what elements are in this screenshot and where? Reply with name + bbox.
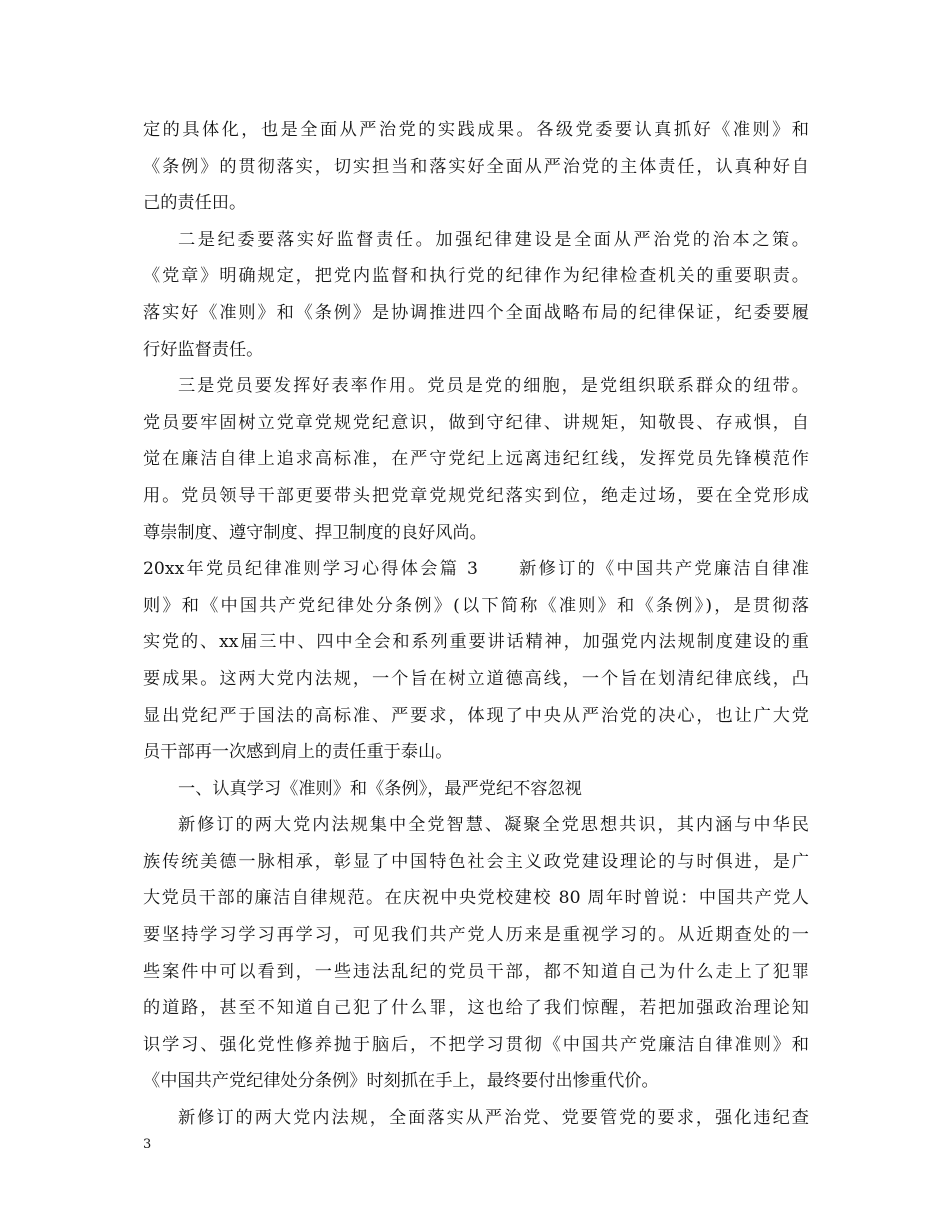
text-line: 识学习、强化党性修养抛于脑后，不把学习贯彻《中国共产党廉洁自律准则》和	[143, 1034, 809, 1055]
text-line: 20xx年党员纪律准则学习心得体会篇 3 新修订的《中国共产党廉洁自律准	[143, 559, 809, 580]
text-line: 员干部再一次感到肩上的责任重于泰山。	[143, 742, 453, 763]
text-line: 尊崇制度、遵守制度、捍卫制度的良好风尚。	[143, 522, 487, 543]
text-line: 《党章》明确规定，把党内监督和执行党的纪律作为纪律检查机关的重要职责。	[143, 266, 809, 287]
text-line: 落实好《准则》和《条例》是协调推进四个全面战略布局的纪律保证，纪委要履	[143, 302, 809, 323]
text-line: 实党的、xx届三中、四中全会和系列重要讲话精神，加强党内法规制度建设的重	[143, 632, 809, 653]
text-line: 行好监督责任。	[143, 339, 264, 360]
text-line: 要成果。这两大党内法规，一个旨在树立道德高线，一个旨在划清纪律底线，凸	[143, 668, 809, 689]
document-body	[143, 112, 809, 1137]
text-line: 则》和《中国共产党纪律处分条例》(以下简称《准则》和《条例》)，是贯彻落	[143, 595, 809, 616]
text-line: 三是党员要发挥好表率作用。党员是党的细胞，是党组织联系群众的纽带。	[178, 376, 809, 397]
text-line: 《条例》的贯彻落实，切实担当和落实好全面从严治党的主体责任，认真种好自	[143, 156, 809, 177]
text-line: 的道路，甚至不知道自己犯了什么罪，这也给了我们惊醒，若把加强政治理论知	[143, 998, 809, 1019]
text-line: 新修订的两大党内法规，全面落实从严治党、党要管党的要求，强化违纪查	[178, 1108, 809, 1129]
text-line: 《中国共产党纪律处分条例》时刻抓在手上，最终要付出惨重代价。	[143, 1071, 659, 1092]
text-line: 二是纪委要落实好监督责任。加强纪律建设是全面从严治党的治本之策。	[178, 229, 809, 250]
text-line: 己的责任田。	[143, 193, 247, 214]
text-line: 显出党纪严于国法的高标准、严要求，体现了中央从严治党的决心，也让广大党	[143, 705, 809, 726]
text-line: 觉在廉洁自律上追求高标准，在严守党纪上远离违纪红线，发挥党员先锋模范作	[143, 449, 809, 470]
text-line: 用。党员领导干部更要带头把党章党规党纪落实到位，绝走过场，要在全党形成	[143, 485, 809, 506]
text-line: 族传统美德一脉相承，彰显了中国特色社会主义政党建设理论的与时俱进，是广	[143, 851, 809, 872]
section-heading: 一、认真学习《准则》和《条例》，最严党纪不容忽视	[178, 778, 582, 799]
text-line: 大党员干部的廉洁自律规范。在庆祝中央党校建校 80 周年时曾说：中国共产党人	[143, 888, 809, 909]
text-line: 些案件中可以看到，一些违法乱纪的党员干部，都不知道自己为什么走上了犯罪	[143, 961, 809, 982]
text-line: 定的具体化，也是全面从严治党的实践成果。各级党委要认真抓好《准则》和	[143, 120, 809, 140]
text-line: 新修订的两大党内法规集中全党智慧、凝聚全党思想共识，其内涵与中华民	[178, 815, 809, 836]
text-line: 党员要牢固树立党章党规党纪意识，做到守纪律、讲规矩，知敬畏、存戒惧，自	[143, 412, 809, 433]
text-line: 要坚持学习学习再学习，可见我们共产党人历来是重视学习的。从近期查处的一	[143, 925, 809, 946]
page-number: 3	[143, 1137, 152, 1152]
